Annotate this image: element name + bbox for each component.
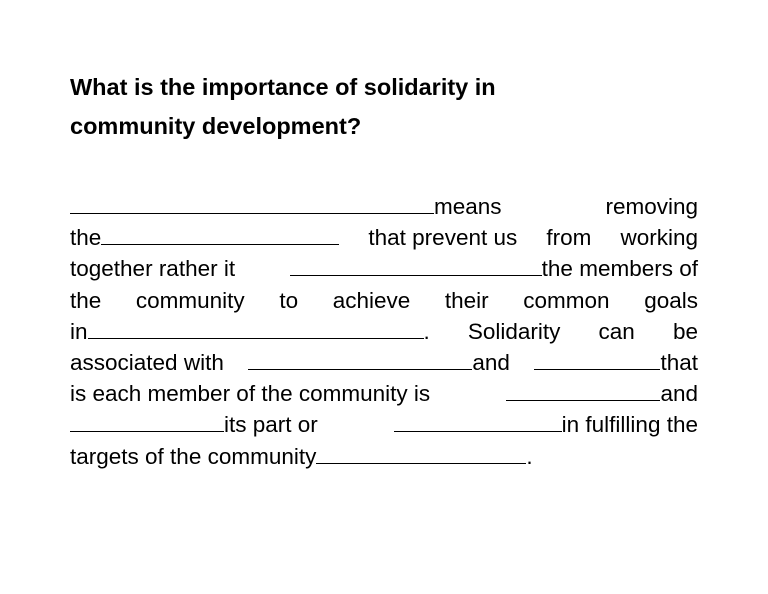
answer-blank-6[interactable]: [534, 348, 660, 370]
passage-word: and: [472, 349, 510, 375]
answer-blank-9[interactable]: [394, 410, 562, 432]
passage-word: the: [70, 287, 102, 313]
passage-line-3: [70, 253, 698, 284]
answer-blank-7[interactable]: [506, 379, 660, 401]
passage-word: be: [672, 318, 698, 344]
answer-blank-4[interactable]: [88, 317, 424, 339]
answer-blank-2[interactable]: [101, 223, 339, 245]
passage-word: associated with: [70, 349, 224, 375]
passage-word: the members of: [541, 256, 698, 282]
passage-word: from: [546, 225, 592, 251]
passage-line-8: [70, 409, 698, 440]
passage-word: its part or: [224, 412, 318, 438]
passage-period: .: [526, 443, 533, 469]
passage-line-7: [70, 378, 698, 409]
passage-word: together rather it: [70, 256, 236, 282]
passage-word: common: [523, 287, 610, 313]
fill-in-passage: [70, 191, 698, 472]
passage-word: working: [620, 225, 698, 251]
passage-word: the: [70, 225, 102, 251]
answer-blank-1[interactable]: [70, 192, 434, 214]
passage-word: in: [70, 318, 88, 344]
passage-word: and: [660, 381, 698, 407]
passage-word: that: [660, 349, 698, 375]
passage-word: means: [434, 194, 502, 219]
passage-word: achieve: [332, 287, 411, 313]
passage-line-5: [70, 316, 698, 347]
passage-word: community: [135, 287, 245, 313]
passage-word: can: [598, 318, 635, 344]
passage-line-4: [70, 285, 698, 316]
passage-word: in fulfilling the: [561, 412, 698, 438]
passage-line-9: [70, 441, 698, 472]
passage-word: their: [444, 287, 489, 313]
passage-word: removing: [605, 194, 698, 219]
question-heading: [70, 68, 710, 146]
passage-period: .: [423, 318, 430, 344]
passage-word: to: [279, 287, 299, 313]
answer-blank-5[interactable]: [248, 348, 472, 370]
passage-word: targets of the community: [70, 443, 317, 469]
passage-word: Solidarity: [467, 318, 561, 344]
passage-word: goals: [644, 287, 698, 313]
passage-word: that prevent us: [368, 225, 518, 251]
question-line-1: What is the importance of solidarity in: [70, 74, 496, 100]
answer-blank-8[interactable]: [70, 410, 224, 432]
question-line-2: community development?: [70, 113, 362, 139]
passage-line-1: [70, 191, 698, 222]
passage-line-2: [70, 222, 698, 253]
passage-line-6: [70, 347, 698, 378]
answer-blank-3[interactable]: [290, 254, 542, 276]
passage-word: is each member of the community is: [70, 381, 431, 407]
answer-blank-10[interactable]: [316, 442, 526, 464]
